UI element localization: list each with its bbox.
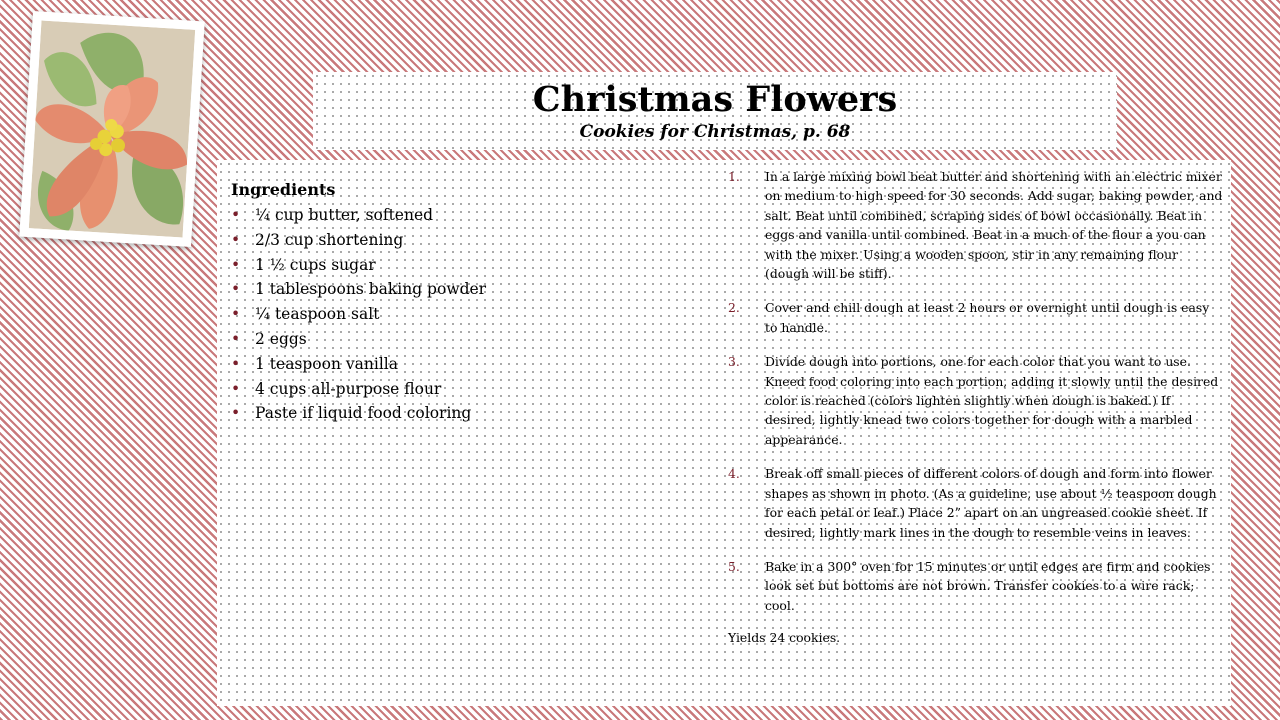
step-text: Break off small pieces of different colors of dough and form into flower shapes as shown in photo. (As a guideline, use about ½ teaspoon dough for each petal or leaf.) Place 2” apart on an ungreased cookie sheet. If desired, lightly mark lines in the dough to resemble veins in leaves. — [765, 466, 1217, 540]
title-box — [313, 72, 1117, 150]
ingredient-item — [231, 253, 711, 278]
bullet-icon: • — [231, 255, 241, 274]
bullet-icon: • — [231, 404, 241, 423]
bullet-icon: • — [231, 379, 241, 398]
bullet-icon: • — [231, 280, 241, 299]
bullet-icon: • — [231, 329, 241, 348]
ingredient-item — [231, 302, 711, 327]
ingredient-item — [231, 277, 711, 302]
ingredient-item — [231, 377, 711, 402]
yields-text: Yields 24 cookies. — [728, 630, 841, 646]
ingredient-text: ¼ cup butter, softened — [255, 206, 434, 224]
step-number: 5. — [728, 558, 740, 574]
step-text: In a large mixing bowl beat butter and shortening with an electric mixer on medium to high speed for 30 seconds. Add sugar, baking powder, and salt. Beat until combined, scraping sides of bowl occasionally. Beat in eggs and vanilla until combined. Beat in a much of the flour a you can with the mixer. Using a wooden spoon, stir in any remaining flour (dough will be stiff). — [765, 169, 1223, 282]
ingredient-text: 1 tablespoons baking powder — [255, 280, 487, 299]
ingredients-heading: Ingredients — [231, 180, 336, 199]
direction-step — [728, 557, 1224, 615]
recipe-title: Christmas Flowers — [532, 79, 898, 120]
step-number: 2. — [728, 300, 740, 316]
ingredient-item — [231, 327, 711, 352]
ingredient-text: Paste if liquid food coloring — [255, 404, 472, 423]
direction-step — [728, 167, 1224, 283]
direction-step — [728, 298, 1224, 337]
ingredients-section — [231, 179, 711, 426]
ingredient-text: 4 cups all-purpose flour — [255, 379, 442, 398]
ingredient-text: 1 ½ cups sugar — [255, 255, 376, 274]
ingredient-item — [231, 228, 711, 253]
ingredient-text: ¼ teaspoon salt — [255, 305, 380, 324]
bullet-icon: • — [231, 206, 241, 224]
bullet-icon: • — [231, 230, 241, 249]
step-number: 4. — [728, 466, 740, 482]
ingredient-text: 2 eggs — [255, 329, 307, 348]
bullet-icon: • — [231, 305, 241, 324]
direction-step — [728, 464, 1224, 542]
ingredient-text: 2/3 cup shortening — [255, 230, 404, 249]
directions-list — [728, 167, 1224, 615]
step-number: 3. — [728, 354, 740, 370]
poinsettia-cookie-image — [29, 20, 195, 237]
direction-step — [728, 352, 1224, 449]
directions-section — [728, 167, 1224, 648]
cookie-photo-frame — [19, 11, 204, 247]
recipe-card — [217, 160, 1231, 706]
ingredient-item — [231, 401, 711, 426]
ingredient-text: 1 teaspoon vanilla — [255, 354, 398, 373]
step-text: Cover and chill dough at least 2 hours or overnight until dough is easy to handle. — [765, 300, 1210, 335]
step-text: Divide dough into portions, one for each color that you want to use. Kneed food coloring into each portion, adding it slowly until the desired color is reached (colors lighten slightly when dough is baked.) If desired, lightly knead two colors together for dough with a marbled appearance. — [765, 354, 1219, 447]
ingredient-item — [231, 203, 711, 228]
recipe-source: Cookies for Christmas, p. 68 — [579, 122, 851, 142]
ingredient-item — [231, 352, 711, 377]
bullet-icon: • — [231, 354, 241, 373]
step-number: 1. — [728, 169, 740, 184]
step-text: Bake in a 300° oven for 15 minutes or until edges are firm and cookies look set but bottoms are not brown. Transfer cookies to a wire rack; cool. — [765, 558, 1211, 613]
ingredients-list — [231, 203, 711, 426]
